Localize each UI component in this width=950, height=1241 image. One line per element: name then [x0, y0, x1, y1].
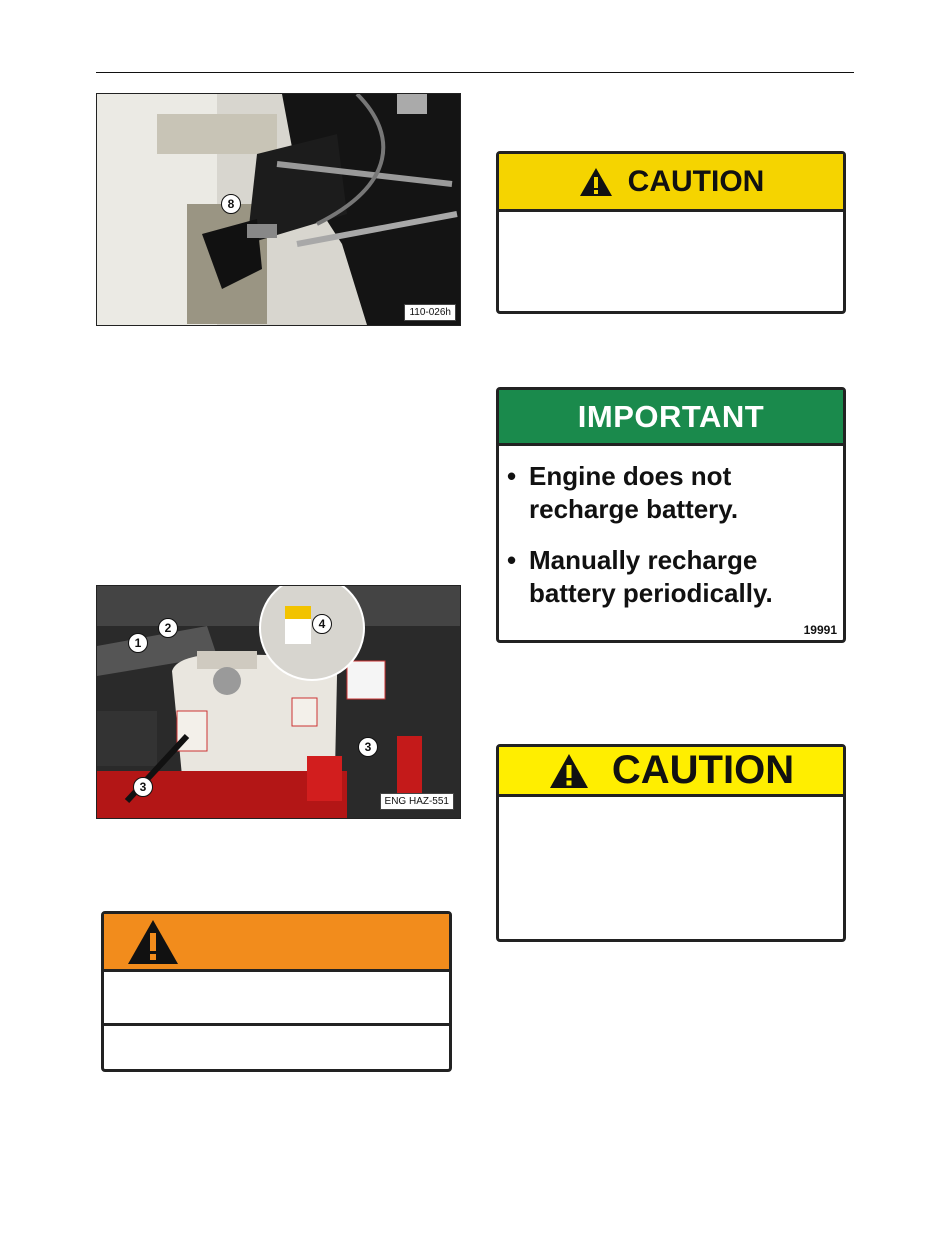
warning-triangle-icon	[578, 166, 614, 198]
warning-label	[101, 911, 452, 1072]
warning-header	[104, 914, 449, 972]
figure-photo-mount	[96, 93, 461, 326]
label-code: 19991	[803, 623, 837, 637]
callout-2: 2	[158, 618, 178, 638]
important-body	[499, 446, 843, 610]
important-bullet	[507, 544, 835, 610]
important-header	[499, 390, 843, 446]
callout-3-right: 3	[358, 737, 378, 757]
caution-label-top	[496, 151, 846, 314]
caution-header	[499, 154, 843, 212]
figure-id: 110-026h	[404, 304, 456, 321]
important-title: IMPORTANT	[577, 398, 765, 434]
warning-triangle-icon	[126, 918, 180, 966]
caution-label-bottom	[496, 744, 846, 942]
bullet-dot: •	[507, 461, 517, 491]
figure-id: ENG HAZ-551	[380, 793, 454, 810]
important-bullet	[507, 460, 835, 526]
caution-header	[499, 747, 843, 797]
bullet-text: Manually recharge battery periodically.	[529, 545, 773, 608]
callout-1: 1	[128, 633, 148, 653]
callout-4: 4	[312, 614, 332, 634]
figure-photo-engine	[96, 585, 461, 819]
bullet-dot: •	[507, 545, 517, 575]
caution-title: CAUTION	[627, 164, 765, 198]
bullet-text: Engine does not recharge battery.	[529, 461, 739, 524]
header-rule	[96, 72, 854, 73]
callout-3-left: 3	[133, 777, 153, 797]
warning-divider	[104, 1023, 449, 1026]
callout-8: 8	[221, 194, 241, 214]
important-label	[496, 387, 846, 643]
caution-title: CAUTION	[611, 748, 795, 792]
warning-triangle-icon	[548, 752, 590, 790]
